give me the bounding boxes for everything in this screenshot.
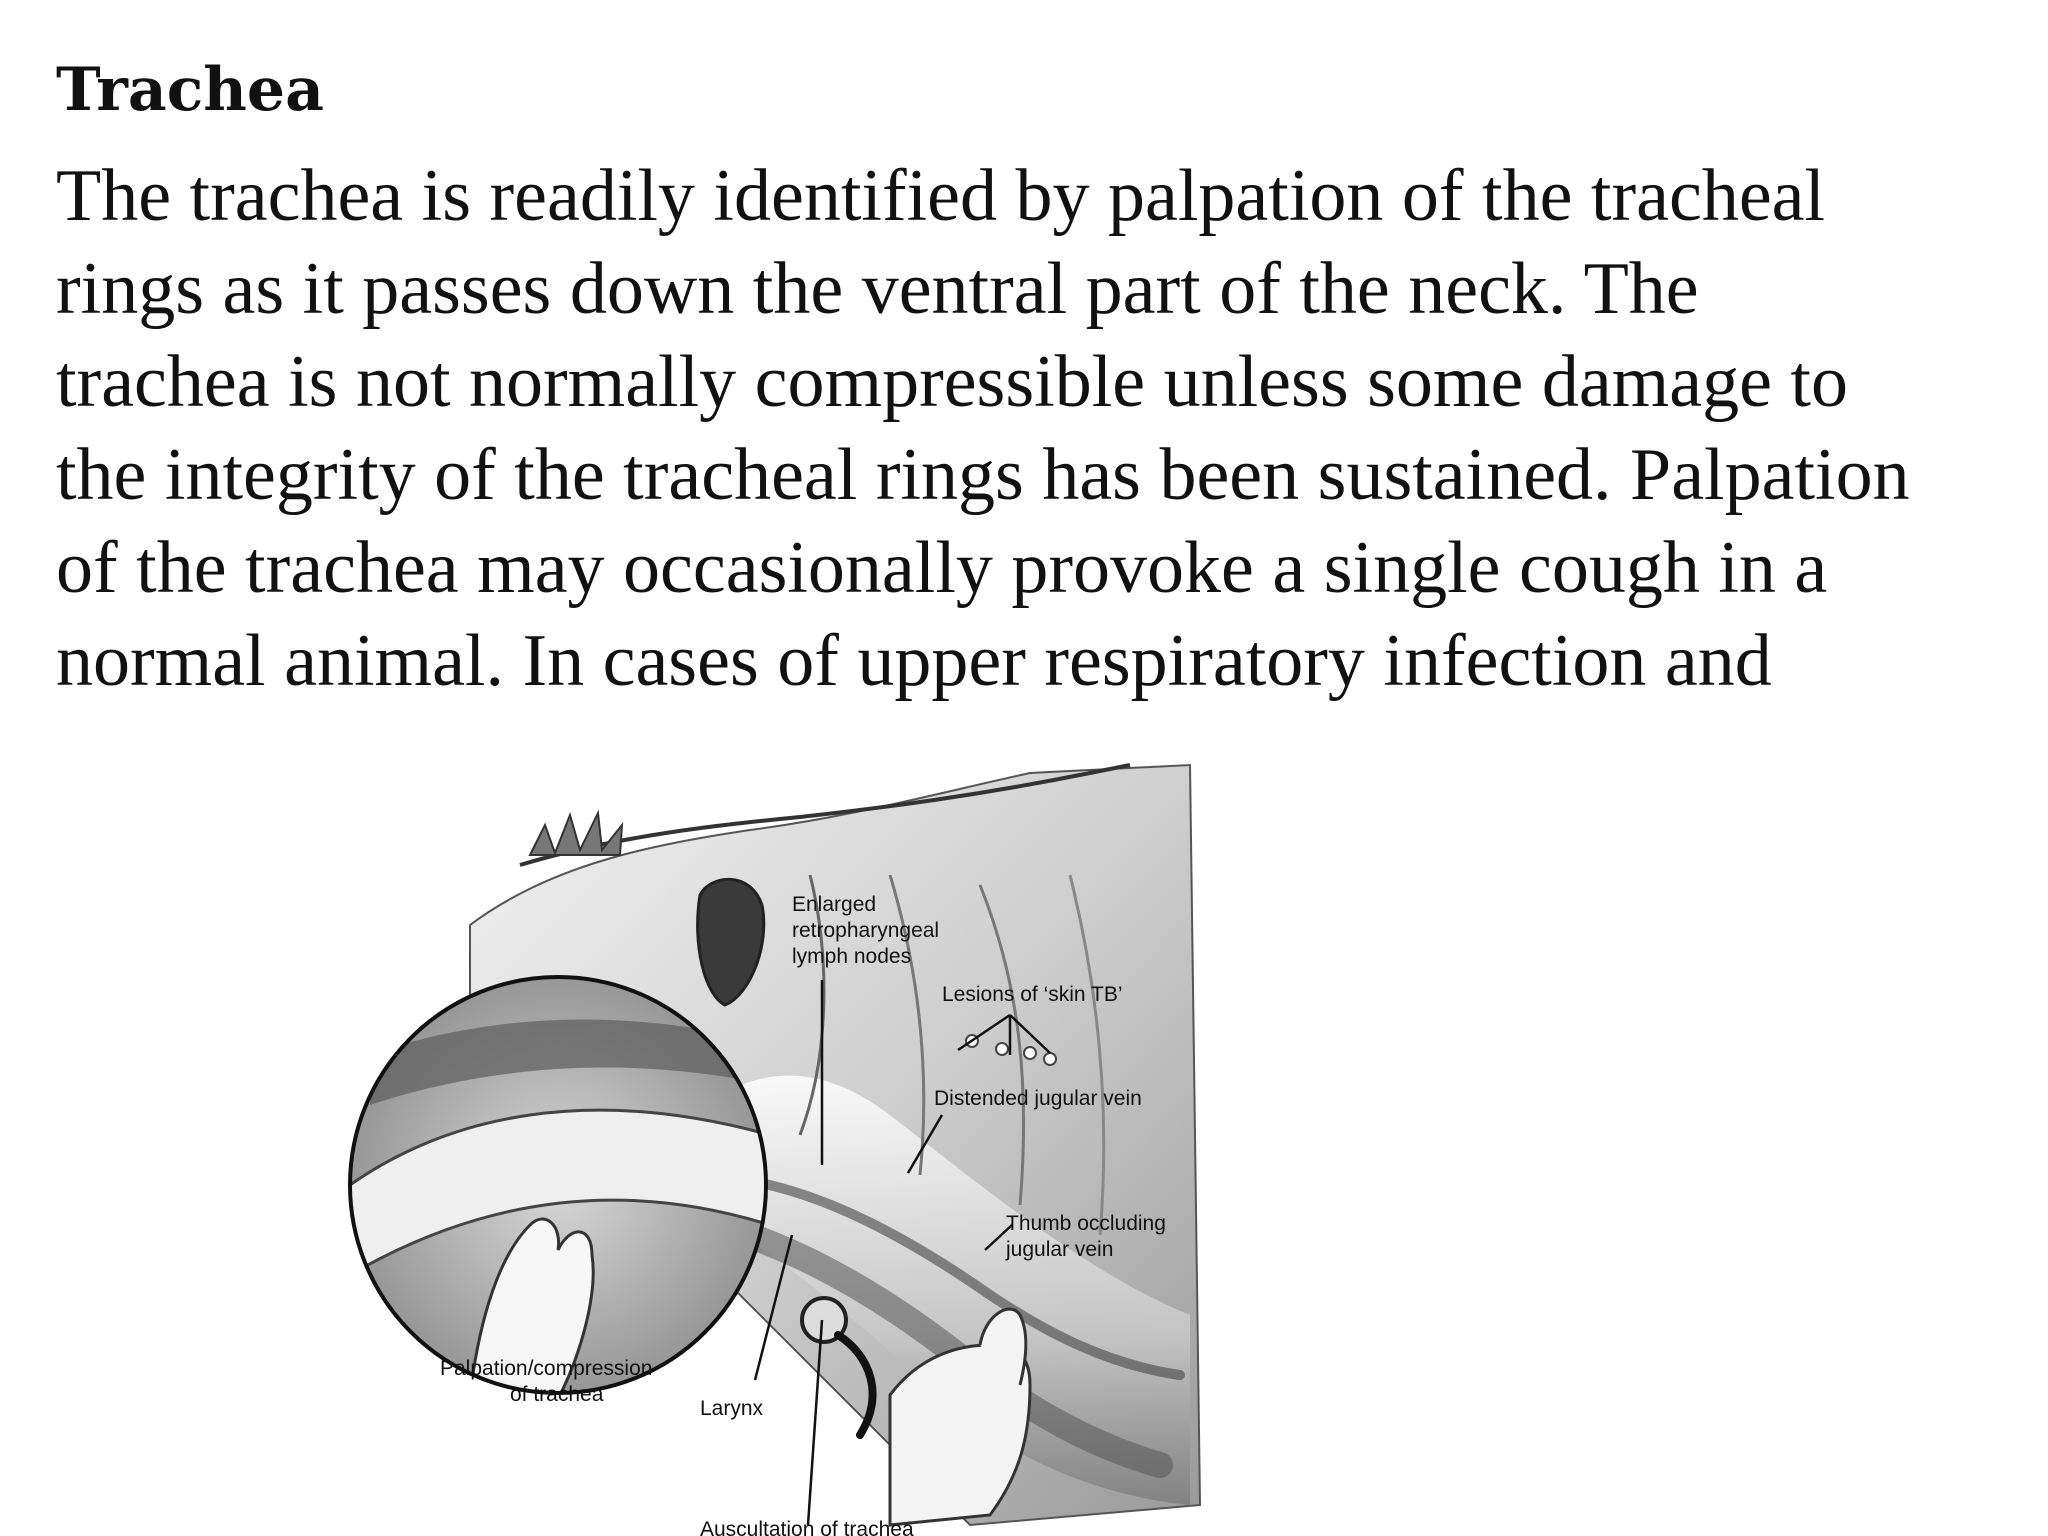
paragraph-line: The trachea is readily identified by palpation of the tracheal xyxy=(56,155,1826,237)
paragraph-line: of the trachea may occasionally provoke a single cough in a xyxy=(56,527,1828,609)
body-paragraph xyxy=(56,150,1910,708)
label-enlarged-lymph-nodes: retropharyngeal xyxy=(792,919,940,942)
label-thumb-occluding: jugular vein xyxy=(1006,1238,1114,1261)
palpation-inset xyxy=(350,977,770,1395)
label-larynx: Larynx xyxy=(700,1397,764,1420)
paragraph-line: rings as it passes down the ventral part of the neck. The xyxy=(56,248,1699,330)
label-enlarged-lymph-nodes: lymph nodes xyxy=(792,945,912,968)
label-distended-jugular-vein: Distended jugular vein xyxy=(934,1087,1142,1110)
paragraph-line: the integrity of the tracheal rings has been sustained. Palpation xyxy=(56,434,1910,516)
skin-lesion-dot xyxy=(1024,1047,1036,1059)
label-thumb-occluding: Thumb occluding xyxy=(1006,1212,1166,1235)
label-enlarged-lymph-nodes: Enlarged xyxy=(792,893,877,916)
illustration-svg xyxy=(330,755,1270,1536)
skin-lesion-dot xyxy=(996,1043,1008,1055)
hair-tuft xyxy=(530,813,622,855)
section-heading: Trachea xyxy=(56,55,324,125)
label-auscultation: Auscultation of trachea xyxy=(700,1518,914,1536)
label-skin-tb-lesions: Lesions of ‘skin TB’ xyxy=(942,983,1123,1006)
paragraph-line: trachea is not normally compressible unless some damage to xyxy=(56,341,1848,423)
label-palpation: of trachea xyxy=(510,1383,604,1406)
paragraph-line: normal animal. In cases of upper respiratory infection and xyxy=(56,620,1772,702)
cattle-neck-illustration xyxy=(330,755,1270,1536)
skin-lesion-dot xyxy=(1044,1053,1056,1065)
label-palpation: Palpation/compression xyxy=(440,1357,653,1380)
